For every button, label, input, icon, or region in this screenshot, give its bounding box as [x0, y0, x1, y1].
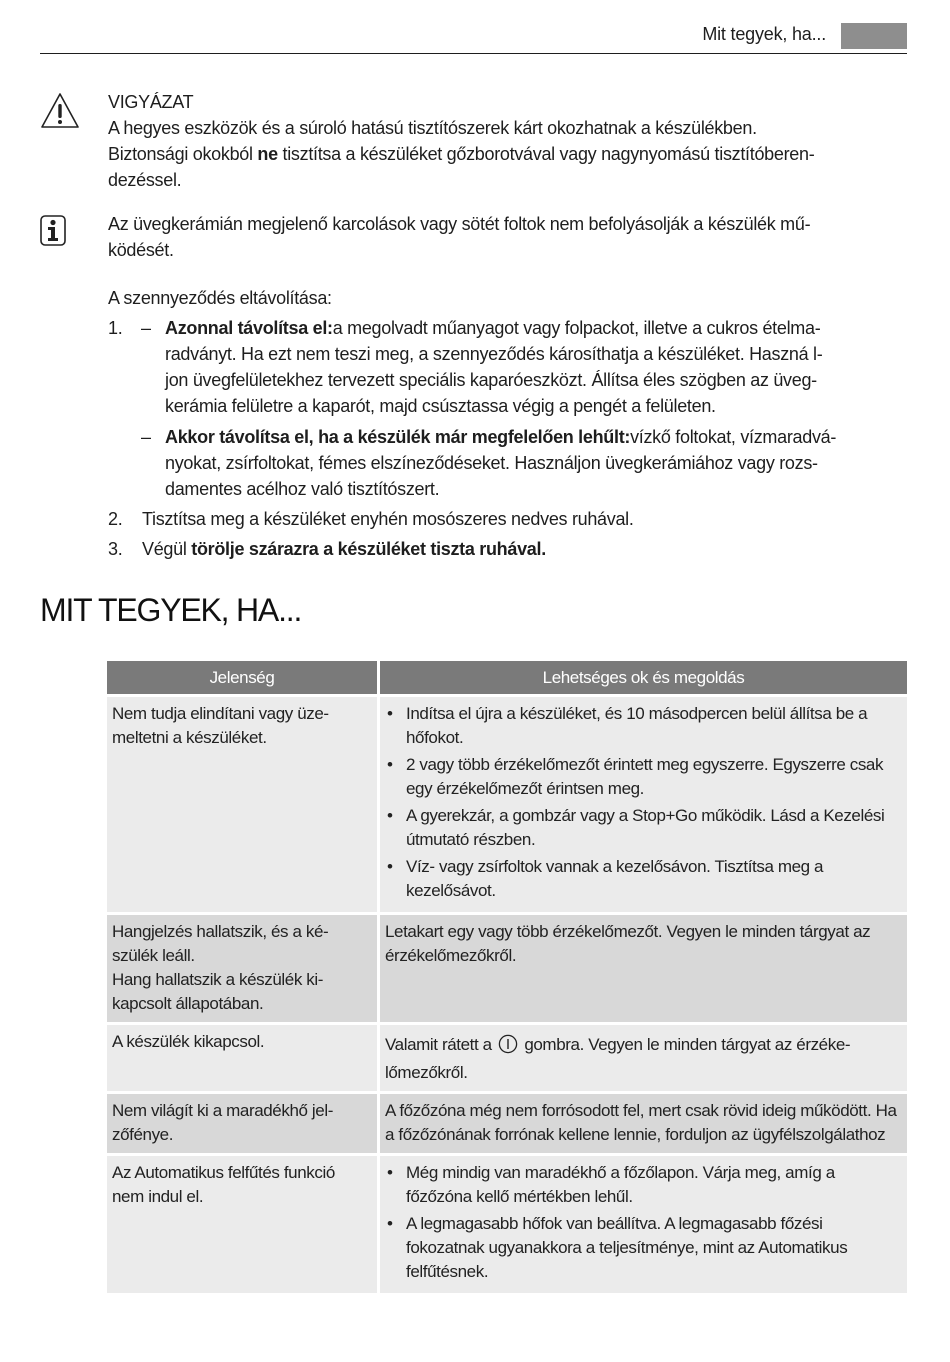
table-row: [107, 1094, 907, 1156]
warning-title: VIGYÁZAT: [108, 92, 194, 112]
running-header-title: Mit tegyek, ha...: [702, 24, 826, 44]
info-block: [108, 211, 908, 263]
step-number: 1.: [108, 318, 123, 338]
solution-cell: [380, 1156, 907, 1296]
warning-line-2: Biztonsági okokból ne tisztítsa a készüléket gőzborotvával vagy nagynyomású tisztítóberen-: [108, 144, 815, 164]
warning-block: [108, 89, 908, 193]
section-title: MIT TEGYEK, HA...: [40, 592, 302, 628]
step-1b-bold: Akkor távolítsa el, ha a készülék már megfelelően lehűlt:: [165, 427, 631, 447]
warning-line-1: A hegyes eszközök és a súroló hatású tisztítószerek kárt okozhatnak a készülékben.: [108, 118, 757, 138]
solution-bullet-list: [385, 702, 901, 903]
symptom-cell: A készülék kikapcsol.: [107, 1025, 380, 1094]
solution-bullet: • Indítsa el újra a készüléket, és 10 másodpercen belül állítsa be a hőfokot.: [385, 702, 901, 750]
solution-cell: A főzőzóna még nem forrósodott fel, mert csak rövid ideig működött. Ha a főzőzónának forrónak kellene lennie, forduljon az ügyfélszolgálathoz: [380, 1094, 907, 1156]
step-3: [0, 536, 950, 562]
symptom-cell: Hangjelzés hallatszik, és a ké- szülék leáll. Hang hallatszik a készülék ki- kapcsolt állapotában.: [107, 915, 380, 1025]
step-2-text: Tisztítsa meg a készüléket enyhén mosószeres nedves ruhával.: [142, 509, 634, 529]
step-1: [0, 315, 950, 425]
table-header-row: [107, 661, 907, 697]
symptom-cell: Nem tudja elindítani vagy üze- meltetni a készüléket.: [107, 697, 380, 915]
step-1a-text: Azonnal távolítsa el:a megolvadt műanyagot vagy folpackot, illetve a cukros ételma- radványt. Ha ezt nem teszi meg, a szennyeződés károsíthatja a készüléket. Haszná l- jon üvegfelületekhez tervezett speciális kaparóeszközt. Állítsa éles szögben az üveg- kerámia felületre a kaparót, majd csúsztassa végig a pengét a felületen.: [165, 318, 823, 416]
solution-bullet: • A legmagasabb hőfok van beállítva. A legmagasabb főzési fokozatnak ugyanakkora a teljesítménye, mint az Automatikus felfűtésnek.: [385, 1212, 901, 1284]
solution-bullet-list: [385, 1161, 901, 1284]
solution-cell: Letakart egy vagy több érzékelőmezőt. Vegyen le minden tárgyat az érzékelőmezőkről.: [380, 915, 907, 1025]
step-3-text: Végül törölje szárazra a készüléket tiszta ruhával.: [142, 539, 546, 559]
table-row: [107, 1025, 907, 1094]
emphasis-ne: ne: [257, 144, 278, 164]
step-2: [0, 506, 950, 532]
symptom-cell: Az Automatikus felfűtés funkció nem indul el.: [107, 1156, 380, 1296]
warning-triangle-icon: [40, 92, 80, 130]
solution-bullet: • 2 vagy több érzékelőmezőt érintett meg egyszerre. Egyszerre csak egy érzékelőmezőt érintsen meg.: [385, 753, 901, 801]
solution-bullet: • Még mindig van maradékhő a főzőlapon. Várja meg, amíg a főzőzóna kellő mértékben lehűl.: [385, 1161, 901, 1209]
step-number: 2.: [108, 509, 123, 529]
removal-intro: A szennyeződés eltávolítása:: [108, 288, 332, 308]
symptom-cell: Nem világít ki a maradékhő jel- zőfénye.: [107, 1094, 380, 1156]
solution-cell: Valamit rátett a gombra. Vegyen le minden tárgyat az érzéke-lőmezőkről.: [380, 1025, 907, 1094]
step-1b: [0, 424, 950, 504]
info-icon: [40, 215, 66, 246]
column-header-solution: Lehetséges ok és megoldás: [380, 661, 907, 697]
step-number: 3.: [108, 539, 123, 559]
solution-cell: [380, 697, 907, 915]
power-button-icon: [498, 1034, 518, 1061]
solution-bullet: • Víz- vagy zsírfoltok vannak a kezelősávon. Tisztítsa meg a kezelősávot.: [385, 855, 901, 903]
column-header-symptom: Jelenség: [107, 661, 380, 697]
dash-bullet: –: [141, 318, 151, 338]
warning-line-3: dezéssel.: [108, 170, 182, 190]
table-row: [107, 1156, 907, 1296]
info-line-1: Az üvegkerámián megjelenő karcolások vagy sötét foltok nem befolyásolják a készülék mű-: [108, 214, 811, 234]
table-row: [107, 915, 907, 1025]
info-line-2: ködését.: [108, 240, 174, 260]
header-tab-bar: [841, 23, 907, 49]
solution-bullet: • A gyerekzár, a gombzár vagy a Stop+Go működik. Lásd a Kezelési útmutató részben.: [385, 804, 901, 852]
step-1a-bold: Azonnal távolítsa el:: [165, 318, 333, 338]
header-divider: [40, 53, 907, 54]
step-3-bold: törölje szárazra a készüléket tiszta ruhával.: [191, 539, 546, 559]
table-row: [107, 697, 907, 915]
troubleshooting-table: [107, 661, 907, 1296]
dash-bullet: –: [141, 427, 151, 447]
step-1b-text: Akkor távolítsa el, ha a készülék már megfelelően lehűlt:vízkő foltokat, vízmaradvá- nyokat, zsírfoltokat, fémes elszíneződéseket. Használjon üvegkerámiához vagy rozs- damentes acélhoz való tisztítószert.: [165, 427, 837, 499]
